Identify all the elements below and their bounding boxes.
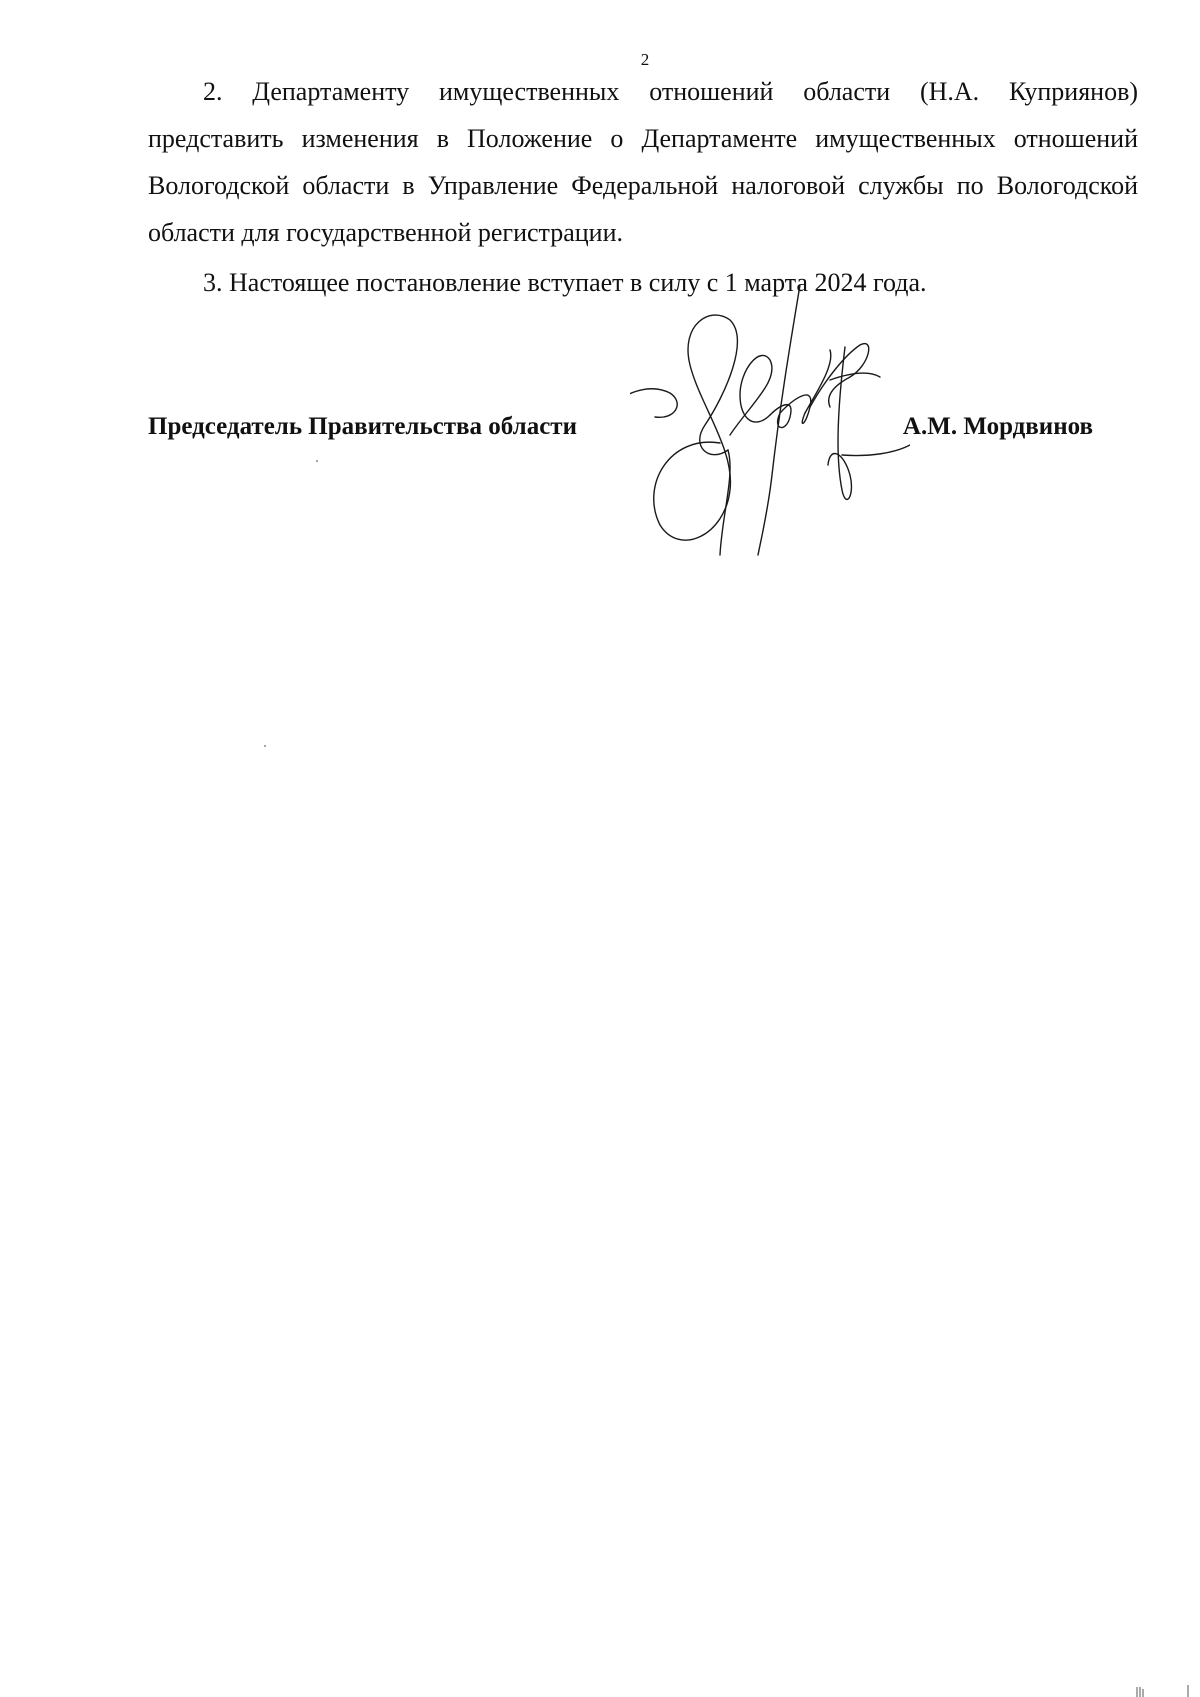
scan-speck bbox=[264, 745, 266, 747]
scan-speck bbox=[316, 460, 318, 462]
signer-title: Председатель Правительства области bbox=[148, 413, 577, 440]
paragraph-3: 3. Настоящее постановление вступает в силу с 1 марта 2024 года. bbox=[203, 268, 927, 297]
paragraph-2: 2. Департаменту имущественных отношений области (Н.А. Куприянов) представить изменения в Положение о Департаменте имущественных отношений Вологодской области в Управление Федеральной налоговой службы по Вологодской области для государственной регистрации. bbox=[148, 77, 1138, 247]
handwritten-signature bbox=[630, 285, 910, 560]
scan-edge-marks bbox=[1135, 1683, 1195, 1697]
signer-name: А.М. Мордвинов bbox=[902, 413, 1093, 440]
page-number: 2 bbox=[640, 50, 650, 69]
document-body bbox=[148, 68, 1138, 306]
